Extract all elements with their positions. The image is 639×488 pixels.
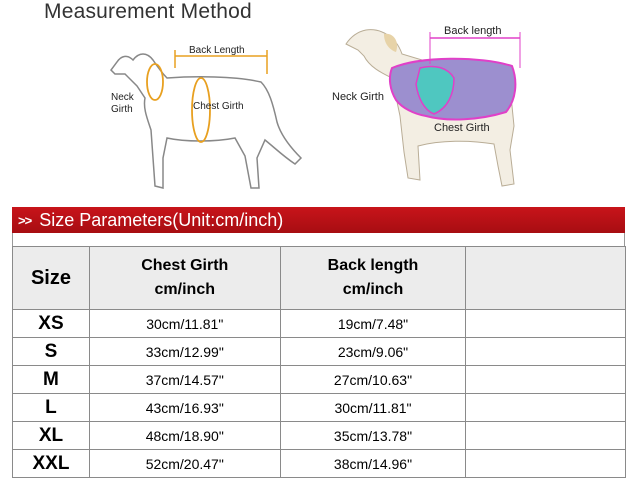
size-cell: S — [13, 338, 90, 366]
column-header-chest-line1: Chest Girth — [141, 257, 229, 274]
table-row — [13, 310, 626, 338]
chest-girth-label: Chest Girth — [434, 122, 490, 134]
table-row — [13, 366, 626, 394]
table-row — [13, 422, 626, 450]
size-parameters-banner — [12, 207, 625, 233]
column-header-back — [280, 247, 466, 310]
column-header-back-line1: Back length — [327, 257, 419, 274]
back-cell: 30cm/11.81" — [280, 394, 466, 422]
neck-girth-label-2: Girth — [111, 104, 133, 115]
chest-girth-label: Chest Girth — [193, 101, 244, 112]
empty-cell — [466, 422, 626, 450]
neck-girth-loop — [147, 64, 163, 100]
chest-cell: 52cm/20.47" — [89, 450, 280, 478]
size-cell: XL — [13, 422, 90, 450]
size-cell: M — [13, 366, 90, 394]
size-table — [12, 246, 626, 478]
dog-coat-illustration — [330, 16, 540, 194]
dog-line-illustration — [105, 38, 320, 198]
size-cell: XXL — [13, 450, 90, 478]
neck-girth-label-1: Neck — [111, 92, 134, 103]
empty-cell — [466, 394, 626, 422]
column-header-back-line2: cm/inch — [342, 281, 404, 298]
back-cell: 23cm/9.06" — [280, 338, 466, 366]
column-header-chest — [89, 247, 280, 310]
column-header-size — [13, 247, 90, 310]
column-header-chest-line2: cm/inch — [154, 281, 215, 298]
column-header-size-label: Size — [30, 267, 71, 289]
banner-title: Size Parameters(Unit:cm/inch) — [39, 209, 284, 230]
size-cell: XS — [13, 310, 90, 338]
table-row — [13, 338, 626, 366]
double-chevron-icon: >> — [18, 212, 32, 228]
back-length-label: Back Length — [189, 45, 245, 56]
chest-cell: 37cm/14.57" — [89, 366, 280, 394]
size-cell: L — [13, 394, 90, 422]
dog-outline — [111, 54, 301, 188]
empty-cell — [466, 366, 626, 394]
back-cell: 27cm/10.63" — [280, 366, 466, 394]
back-cell: 35cm/13.78" — [280, 422, 466, 450]
table-spacer — [12, 233, 625, 246]
table-row — [13, 450, 626, 478]
empty-cell — [466, 310, 626, 338]
empty-cell — [466, 338, 626, 366]
column-header-empty — [466, 247, 626, 310]
table-row — [13, 394, 626, 422]
chest-cell: 30cm/11.81" — [89, 310, 280, 338]
chest-cell: 33cm/12.99" — [89, 338, 280, 366]
table-header-row — [13, 247, 626, 310]
chest-cell: 48cm/18.90" — [89, 422, 280, 450]
back-cell: 38cm/14.96" — [280, 450, 466, 478]
page-title: Measurement Method — [44, 0, 252, 23]
neck-girth-label: Neck Girth — [332, 91, 384, 103]
back-cell: 19cm/7.48" — [280, 310, 466, 338]
chest-cell: 43cm/16.93" — [89, 394, 280, 422]
back-length-label: Back length — [444, 25, 502, 37]
empty-cell — [466, 450, 626, 478]
